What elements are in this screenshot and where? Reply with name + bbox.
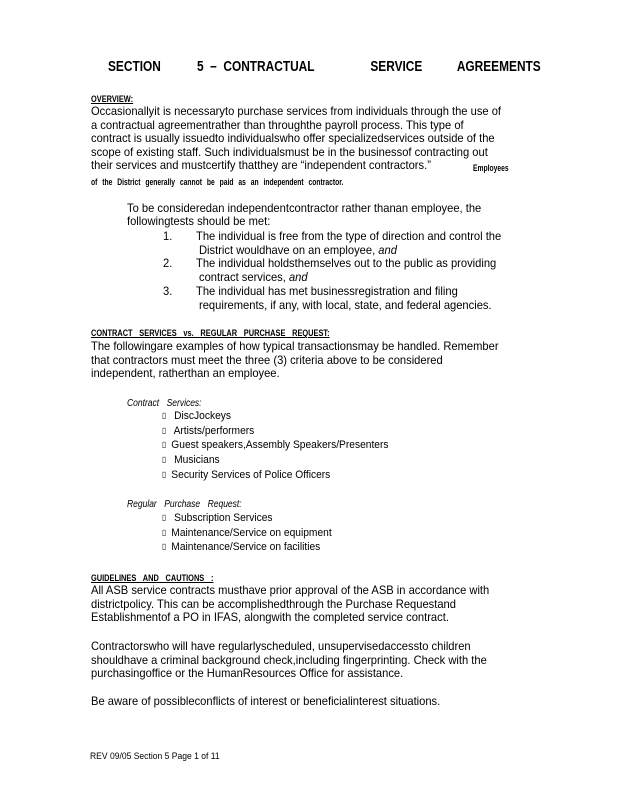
bullet-icon: ▯	[162, 469, 167, 479]
list-item: ▯ Guest speakers,Assembly Speakers/Presenters	[162, 439, 389, 452]
criteria-intro-1: To be consideredan independentcontractor rather thanan employee, the	[127, 201, 482, 215]
overview-line: scope of existing staff. Such individualsmust be in the businessof contracting out	[91, 144, 488, 159]
list-item: ▯ Maintenance/Service on equipment	[162, 526, 332, 539]
guidelines-paragraph-2	[91, 640, 517, 681]
criteria-num-1: 1.	[163, 229, 173, 243]
contract-vs-line: that contractors must meet the three (3) criteria above to be considered	[91, 352, 443, 367]
list-item: ▯ Maintenance/Service on facilities	[162, 541, 321, 554]
bullet-icon: ▯	[162, 440, 167, 450]
guidelines-line: districtpolicy. This can be accomplishedthrough the Purchase Requestand	[91, 596, 456, 611]
contract-services-label: Contract Services:	[127, 398, 202, 409]
criteria-item-2-line2: contract services, and	[199, 270, 308, 284]
criteria-intro-2: followingtests should be met:	[127, 214, 271, 228]
guidelines-line: Contractorswho will have regularlyscheduled, unsupervisedaccessto children	[91, 639, 471, 653]
contract-vs-heading: CONTRACT SERVICES vs. REGULAR PURCHASE REQUEST:	[91, 328, 330, 339]
overview-tail-line: of the District generally cannot be paid as an independent contractor.	[91, 177, 344, 187]
bullet-icon: ▯	[162, 542, 167, 552]
list-item: ▯ Subscription Services	[162, 512, 273, 525]
list-item: ▯ DiscJockeys	[162, 410, 231, 423]
overview-heading: OVERVIEW:	[91, 94, 134, 105]
list-item: ▯ Musicians	[162, 454, 220, 467]
title-section: SECTION	[108, 59, 161, 75]
criteria-item-1-line2: District wouldhave on an employee, and	[199, 243, 397, 257]
bullet-icon: ▯	[162, 411, 167, 420]
list-item: ▯ Security Services of Police Officers	[162, 468, 331, 481]
list-item: ▯ Artists/performers	[162, 424, 255, 437]
guidelines-paragraph-3: Be aware of possibleconflicts of interest or beneficialinterest situations.	[91, 694, 441, 708]
guidelines-line: shouldhave a criminal background check,including fingerprinting. Check with the	[91, 652, 487, 667]
title-number: 5 – CONTRACTUAL	[196, 59, 315, 75]
criteria-item-3-line2: requirements, if any, with local, state, and federal agencies.	[199, 298, 492, 312]
guidelines-line: Establishmentof a PO in IFAS, alongwith the completed service contract.	[91, 610, 449, 625]
criteria-item-1-line1: The individual is free from the type of direction and control the	[196, 229, 502, 243]
overview-line: contract is usually issuedto individualswho offer specializedservices outside of the	[91, 131, 495, 146]
title-service: SERVICE	[370, 59, 423, 75]
page-footer: REV 09/05 Section 5 Page 1 of 11	[90, 751, 220, 762]
contract-vs-line: The followingare examples of how typical transactionsmay be handled. Remember	[91, 339, 499, 353]
regular-purchase-list	[162, 511, 344, 555]
page-title	[108, 59, 541, 75]
bullet-icon: ▯	[162, 454, 167, 464]
overview-employees: Employees	[473, 163, 509, 173]
guidelines-heading: GUIDELINES AND CAUTIONS :	[91, 573, 214, 584]
overview-line: Occasionallyit is necessaryto purchase services from individuals through the use of	[91, 104, 502, 118]
bullet-icon: ▯	[162, 527, 167, 537]
overview-line: their services and mustcertify thatthey are “independent contractors.”	[91, 158, 431, 173]
guidelines-paragraph-1	[91, 584, 519, 625]
criteria-num-3: 3.	[163, 284, 173, 298]
overview-paragraph	[91, 105, 532, 173]
guidelines-line: purchasingoffice or the HumanResources Office for assistance.	[91, 666, 404, 681]
guidelines-line: All ASB service contracts musthave prior approval of the ASB in accordance with	[91, 583, 490, 597]
bullet-icon: ▯	[162, 513, 167, 522]
criteria-item-3-line1: The individual has met businessregistration and filing	[196, 284, 458, 298]
overview-line: a contractual agreementrather than throughthe payroll process. This type of	[91, 117, 464, 132]
regular-purchase-label: Regular Purchase Request:	[127, 499, 242, 510]
bullet-icon: ▯	[162, 425, 167, 435]
title-agreements: AGREEMENTS	[456, 59, 541, 75]
contract-vs-paragraph	[91, 340, 529, 381]
contract-services-list	[162, 409, 406, 482]
criteria-num-2: 2.	[163, 256, 173, 270]
criteria-item-2-line1: The individual holdsthemselves out to the public as providing	[196, 256, 497, 270]
contract-vs-line: independent, ratherthan an employee.	[91, 366, 280, 381]
